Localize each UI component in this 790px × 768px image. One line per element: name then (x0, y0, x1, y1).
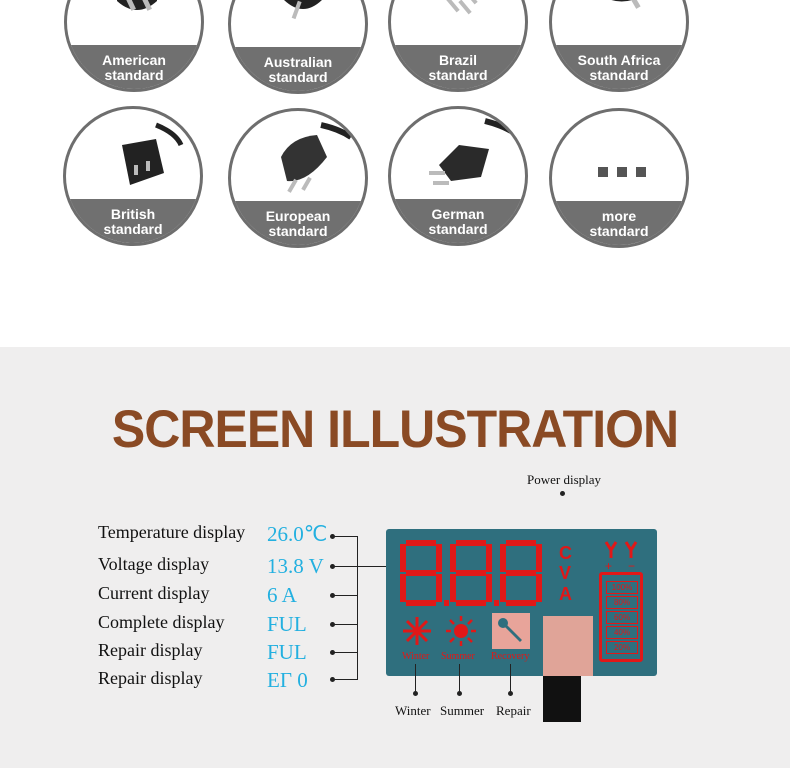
unit-v: V (559, 563, 572, 583)
row-value-current: 6 A (267, 583, 297, 607)
bottom-label-summer: Summer (440, 703, 485, 718)
connector-bracket (357, 536, 358, 680)
plug-standard: standard (428, 221, 488, 237)
seven-segment-digits (398, 540, 548, 606)
connector-line (334, 536, 358, 537)
section-title: SCREEN ILLUSTRATION (111, 399, 679, 459)
plug-name: more (601, 208, 637, 224)
row-value-repair-1: FUL (267, 640, 307, 664)
plug-standard: standard (104, 67, 164, 83)
connector-line (334, 624, 358, 625)
battery-level-icon (599, 572, 643, 662)
american-plug-icon (87, 0, 187, 21)
unit-c: C (559, 543, 572, 563)
svg-text:−: − (628, 559, 636, 572)
bottom-label-repair: Repair (496, 703, 531, 718)
mode-label-recovery: Recovery (491, 651, 530, 662)
plug-badge-south-africa (549, 0, 689, 92)
connector-line (415, 664, 416, 692)
plug-badge-european (228, 108, 368, 248)
plug-standard: standard (589, 67, 649, 83)
plug-badge-more (549, 108, 689, 248)
plug-name: British (110, 206, 156, 222)
row-value-voltage: 13.8 V (267, 554, 324, 578)
plug-standard: standard (268, 69, 328, 85)
battery-cell: 80% (606, 596, 638, 609)
connector-line (334, 595, 358, 596)
row-label-repair-2: Repair display (98, 668, 203, 688)
connector-dot (457, 691, 462, 696)
battery-cell: 40% (606, 626, 638, 639)
row-label-temperature: Temperature display (98, 522, 246, 542)
plug-badge-australian (228, 0, 368, 94)
plug-standard: standard (268, 223, 328, 239)
plug-label (391, 53, 525, 83)
plug-label (231, 55, 365, 85)
plug-label (67, 53, 201, 83)
plug-label (231, 209, 365, 239)
mode-label-winter: Winter (402, 651, 430, 662)
plug-badge-american (64, 0, 204, 92)
power-display-dot (560, 491, 565, 496)
panel-connector-block (543, 616, 593, 676)
plug-standard: standard (428, 67, 488, 83)
row-label-repair-1: Repair display (98, 640, 203, 660)
bottom-label-winter: Winter (395, 703, 431, 718)
svg-text:+: + (605, 559, 613, 572)
plug-label (391, 207, 525, 237)
connector-line (334, 679, 358, 680)
battery-cell: 20% (606, 641, 638, 654)
mode-label-summer: Summer (441, 651, 475, 662)
plug-name: European (265, 208, 331, 224)
plug-badge-british (63, 106, 203, 246)
sun-icon (446, 616, 476, 646)
plug-badge-german (388, 106, 528, 246)
plug-name: Australian (263, 54, 333, 70)
plug-name: German (431, 206, 485, 222)
connector-dot (508, 691, 513, 696)
row-label-complete: Complete display (98, 612, 225, 632)
battery-cell: 60% (606, 611, 638, 624)
battery-terminal-icon (604, 540, 640, 572)
european-plug-icon (251, 117, 351, 197)
australian-plug-icon (251, 0, 351, 23)
power-display-label: Power display (527, 472, 602, 487)
plug-label (66, 207, 200, 237)
panel-cable (543, 676, 581, 722)
south-africa-plug-icon (572, 0, 672, 21)
connector-line (510, 664, 511, 692)
british-plug-icon (86, 115, 186, 195)
plug-name: South Africa (577, 52, 661, 68)
connector-line (459, 664, 460, 692)
plug-name: Brazil (438, 52, 478, 68)
row-value-complete: FUL (267, 612, 307, 636)
plug-badge-brazil (388, 0, 528, 92)
row-value-repair-2: EГ 0 (267, 668, 308, 692)
plug-name: American (102, 52, 166, 68)
plug-label (552, 53, 686, 83)
brazil-plug-icon (411, 0, 511, 21)
unit-a: A (559, 584, 572, 604)
plug-standards-section (0, 0, 790, 347)
row-label-voltage: Voltage display (98, 554, 210, 574)
plug-label (552, 209, 686, 239)
connector-dot (413, 691, 418, 696)
row-label-current: Current display (98, 583, 210, 603)
battery-cell: 100% (606, 581, 638, 594)
connector-line (334, 652, 358, 653)
plug-standard: standard (103, 221, 163, 237)
plug-standard: standard (589, 223, 649, 239)
snowflake-icon (402, 616, 432, 646)
row-value-temperature: 26.0℃ (267, 522, 328, 546)
german-plug-icon (411, 115, 511, 195)
more-dots-icon (572, 117, 672, 197)
connector-line (334, 566, 388, 567)
wrench-icon (496, 616, 526, 646)
